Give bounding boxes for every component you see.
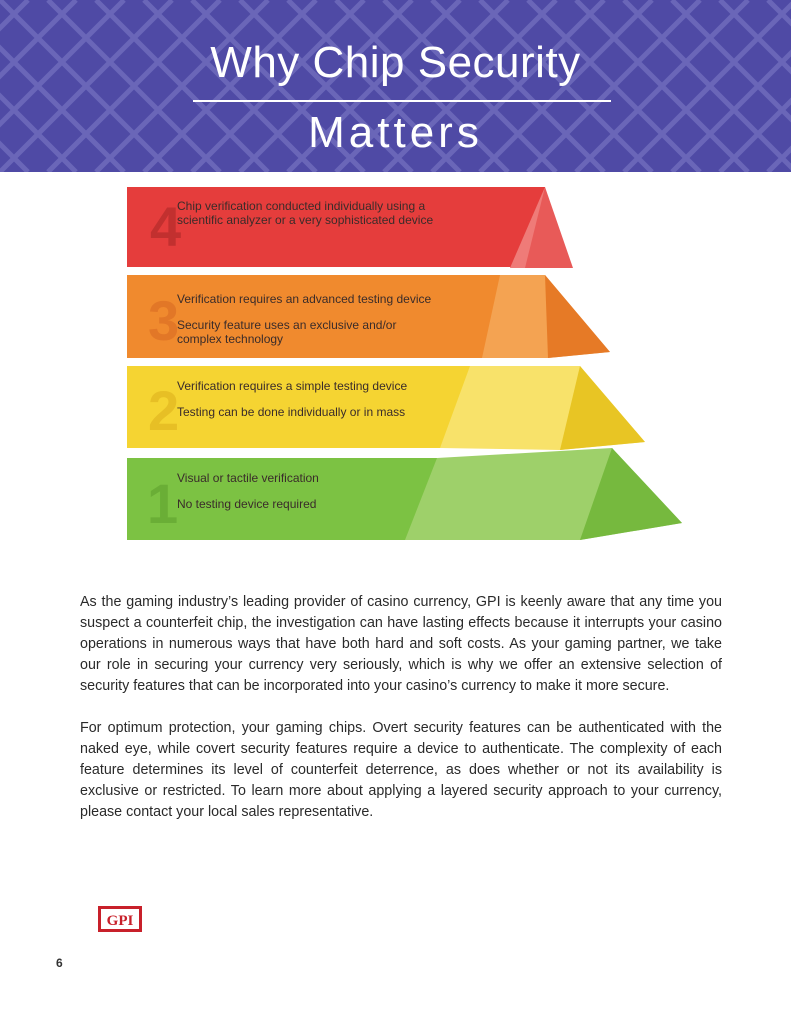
body-text: [80, 592, 722, 844]
header-banner: [0, 0, 791, 172]
tier-3-line: Security feature uses an exclusive and/or: [177, 318, 397, 332]
tier-2-text: [177, 379, 407, 419]
gpi-logo: [98, 904, 142, 934]
tier-2-line: Testing can be done individually or in mass: [177, 405, 406, 419]
body-paragraph-2: For optimum protection, your gaming chips. Overt security features can be authenticated with the naked eye, while covert security features require a device to authenticate. The complexity of each feature determines its level of counterfeit deterrence, as does whether or not its availability is exclusive or restricted. To learn more about applying a layered security approach to your currency, please contact your local sales representative.: [80, 720, 722, 820]
tier-1-line: No testing device required: [177, 497, 317, 511]
logo-text: GPI: [106, 913, 134, 929]
page-title-line1: Why Chip Security: [210, 38, 581, 87]
tier-4-number: 4: [150, 195, 182, 258]
body-paragraph-1: As the gaming industry’s leading provider of casino currency, GPI is keenly aware that any time you suspect a counterfeit chip, the investigation can have lasting effects because it interrupts your casino operations in numerous ways that have both hard and soft costs. As your gaming partner, we take our role in securing your currency very seriously, which is why we offer an extensive selection of security features that can be incorporated into your casino’s currency to make it more secure.: [80, 594, 722, 694]
page-number: 6: [56, 956, 63, 970]
tier-1-number: 1: [147, 472, 179, 535]
tier-1-line: Visual or tactile verification: [177, 471, 319, 485]
tier-2-line: Verification requires a simple testing device: [177, 379, 408, 393]
tier-4-line: scientific analyzer or a very sophisticated device: [177, 213, 434, 227]
tier-2-number: 2: [148, 379, 180, 442]
security-pyramid: [0, 180, 791, 550]
tier-3-line: complex technology: [177, 332, 284, 346]
tier-4-line: Chip verification conducted individually using a: [177, 199, 426, 213]
page-title-line2: Matters: [308, 108, 483, 157]
tier-3-line: Verification requires an advanced testing device: [177, 292, 432, 306]
tier-1-text: [177, 471, 319, 511]
tier-3-number: 3: [148, 289, 180, 352]
tier-4-text: [177, 199, 433, 227]
title-divider: [193, 100, 611, 102]
tier-3-text: [177, 292, 431, 346]
